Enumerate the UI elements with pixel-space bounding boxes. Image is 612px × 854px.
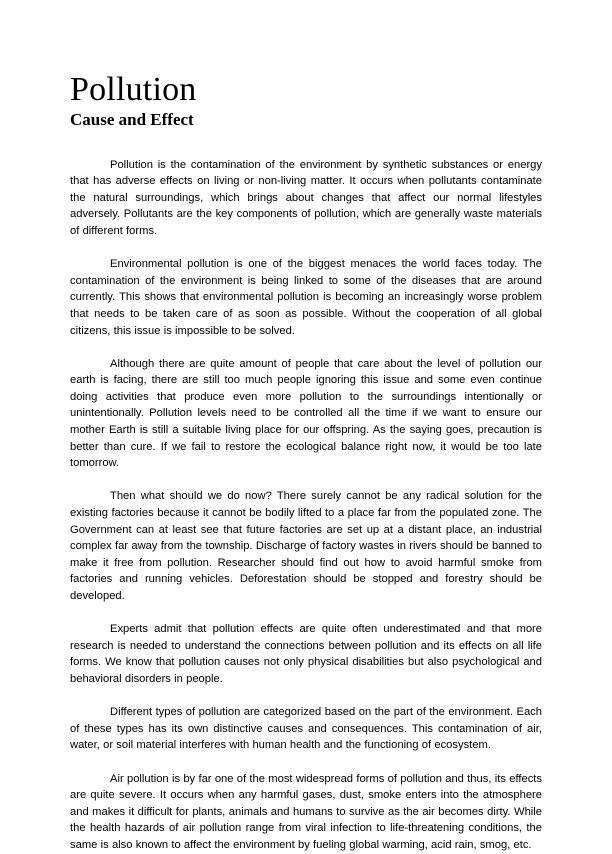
paragraph: Air pollution is by far one of the most widespread forms of pollution and thus, its effects are quite severe. It occurs when any harmful gases, dust, smoke enters into the atmosphere and makes it difficult for plants, animals and humans to survive as the air becomes dirty. While the health hazards of air pollution range from viral infection to life-threatening conditions, the same is also known to affect the environment by fueling global warming, acid rain, smog, etc. (70, 772, 542, 851)
paragraph: Different types of pollution are categorized based on the part of the environment. Each of these types has its own distinctive causes and consequences. This contamination of air, water, or soil material interferes with human health and the functioning of ecosystem. (70, 706, 542, 752)
paragraph: Experts admit that pollution effects are quite often underestimated and that more research is needed to understand the connections between pollution and its effects on all life forms. We know that pollution causes not only physical disabilities but also psychological and behavioral disorders in people. (70, 623, 542, 685)
paragraph: Although there are quite amount of people that care about the level of pollution our earth is facing, there are still too much people ignoring this issue and some even continue doing activities that produce even more pollution to the surroundings intentionally or unintentionally. Pollution levels need to be controlled all the time if we want to ensure our mother Earth is still a suitable living place for our offspring. As the saying goes, precaution is better than cure. If we fail to restore the ecological balance right now, it would be too late tomorrow. (70, 357, 542, 470)
paragraph: Then what should we do now? There surely cannot be any radical solution for the existing factories because it cannot be bodily lifted to a place far from the populated zone. The Government can at least see that future factories are set up at a distant place, an industrial complex far away from the township. Discharge of factory wastes in rivers should be banned to make it free from pollution. Researcher should find out how to avoid harmful smoke from factories and running vehicles. Deforestation should be stopped and forestry should be developed. (70, 490, 542, 603)
body-text (70, 157, 542, 854)
paragraph: Pollution is the contamination of the environment by synthetic substances or energy that has adverse effects on living or non-living matter. It occurs when pollutants contaminate the natural surroundings, which brings about changes that affect our normal lifestyles adversely. Pollutants are the key components of pollution, which are generally waste materials of different forms. (70, 158, 542, 237)
page-subtitle: Cause and Effect (70, 110, 194, 130)
page-title: Pollution (70, 71, 197, 108)
document-content (70, 72, 542, 854)
paragraph: Environmental pollution is one of the biggest menaces the world faces today. The contamination of the environment is being linked to some of the diseases that are around currently. This shows that environmental pollution is becoming an increasingly worse problem that needs to be taken care of as soon as possible. Without the cooperation of all global citizens, this issue is impossible to be solved. (70, 258, 542, 337)
